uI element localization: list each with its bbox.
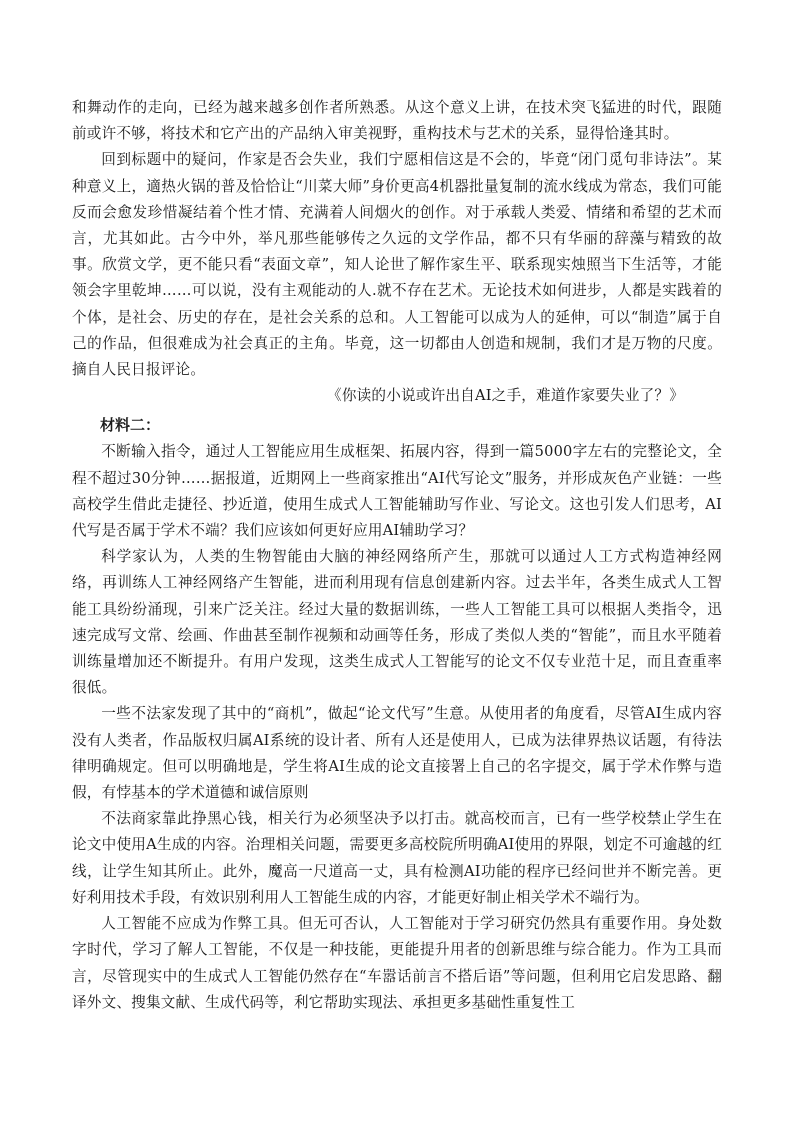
paragraph-business-opportunity: 一些不法家发现了其中的“商机”，做起“论文代写”生意。从使用者的角度看，尽管AI生成内容没有人类者，作品版权归属AI系统的设计者、所有人还是使用人，已成为法律界热议话题，有待法律明确规定。但可以明确地是，学生将AI生成的论文直接署上自己的名字提交，属于学术作弊与造假，有悖基本的学术道德和诚信原则 [72,705,722,802]
paragraph-ai-as-tool: 人工智能不应成为作弊工具。但无可否认，人工智能对于学习研究仍然具有重要作用。身处数字时代，学习了解人工智能，不仅是一种技能，更能提升用者的创新思维与综合能力。作为工具而言，尽管现实中的生成式人工智能仍然存在“车嚣话前言不搭后语”等问题，但利用它启发思路、翻译外文、搜集文献、生成代码等，利它帮助实现法、承担更多基础性重复性工 [72,915,722,1011]
paragraph-author-unemployment: 回到标题中的疑问，作家是否会失业，我们宁愿相信这是不会的，毕竟“闭门觅句非诗法”。某种意义上，適热火锅的普及恰恰让“川菜大师”身价更高4机器批量复制的流水线成为常态，我们可能反而会愈发珍惜凝结着个性才情、充满着人间烟火的创作。对于承载人类爱、情绪和希望的艺术而言，尤其如此。古今中外，举凡那些能够传之久远的文学作品，都不只有华丽的辞藻与精致的故事。欣赏文学，更不能只看“表面文章”，知人论世了解作家生平、联系现实烛照当下生活等，才能领会字里乾坤……可以说，没有主观能动的人.就不存在艺术。无论技术如何进步，人都是实践着的个体，是社会、历史的存在，是社会关系的总和。人工智能可以成为人的延伸，可以“制造”属于自己的作品，但很难成为社会真正的主角。毕竟，这一切都由人创造和规制，我们才是万物的尺度。摘自人民日报评论。 [72,151,722,379]
paragraph-ai-thesis-writing: 不断输入指令，通过人工智能应用生成框架、拓展内容，得到一篇5000字左右的完整论文，全程不超过30分钟……据报道，近期网上一些商家推出“AI代写论文”服务，并形成灰色产业链：一些高校学生借此走捷径、抄近道，使用生成式人工智能辅助写作业、写论文。这也引发人们思考，AI代写是否属于学术不端？我们应该如何更好应用AI辅助学习？ [72,443,722,540]
paragraph-crackdown: 不法商家靠此挣黑心钱，相关行为必须坚决予以打击。就高校而言，已有一些学校禁止学生在论文中使用A生成的内容。治理相关问题，需要更多高校院所明确AI使用的界限，划定不可逾越的红线，让学生知其所止。此外，魔高一尺道高一丈，具有检测AI功能的程序已经问世并不断完善。更好利用技术手段，有效识别利用人工智能生成的内容，才能更好制止相关学术不端行为。 [72,810,722,906]
material-two-heading: 材料二： [100,416,161,435]
paragraph-continuation: 和舞动作的走向，已经为越来越多创作者所熟悉。从这个意义上讲，在技术突飞猛进的时代，跟随前或许不够，将技术和它产出的产品纳入审美视野，重构技术与艺术的关系，显得恰逢其时。 [72,99,722,143]
paragraph-scientists-view: 科学家认为，人类的生物智能由大脑的神经网络所产生，那就可以通过人工方式构造神经网络，再训练人工神经网络产生智能，进而利用现有信息创建新内容。过去半年，各类生成式人工智能工具纷纷涌现，引来广泛关注。经过大量的数据训练，一些人工智能工具可以根据人类指令，迅速完成写文常、绘画、作曲甚至制作视频和动画等任务，形成了类似人类的“智能”，而且水平随着训练量增加还不断提升。有用户发现，这类生成式人工智能写的论文不仅专业范十足，而且查重率很低。 [72,548,722,697]
source-citation: 《你读的小说或许出自AI之手，难道作家要失业了？》 [327,387,684,405]
